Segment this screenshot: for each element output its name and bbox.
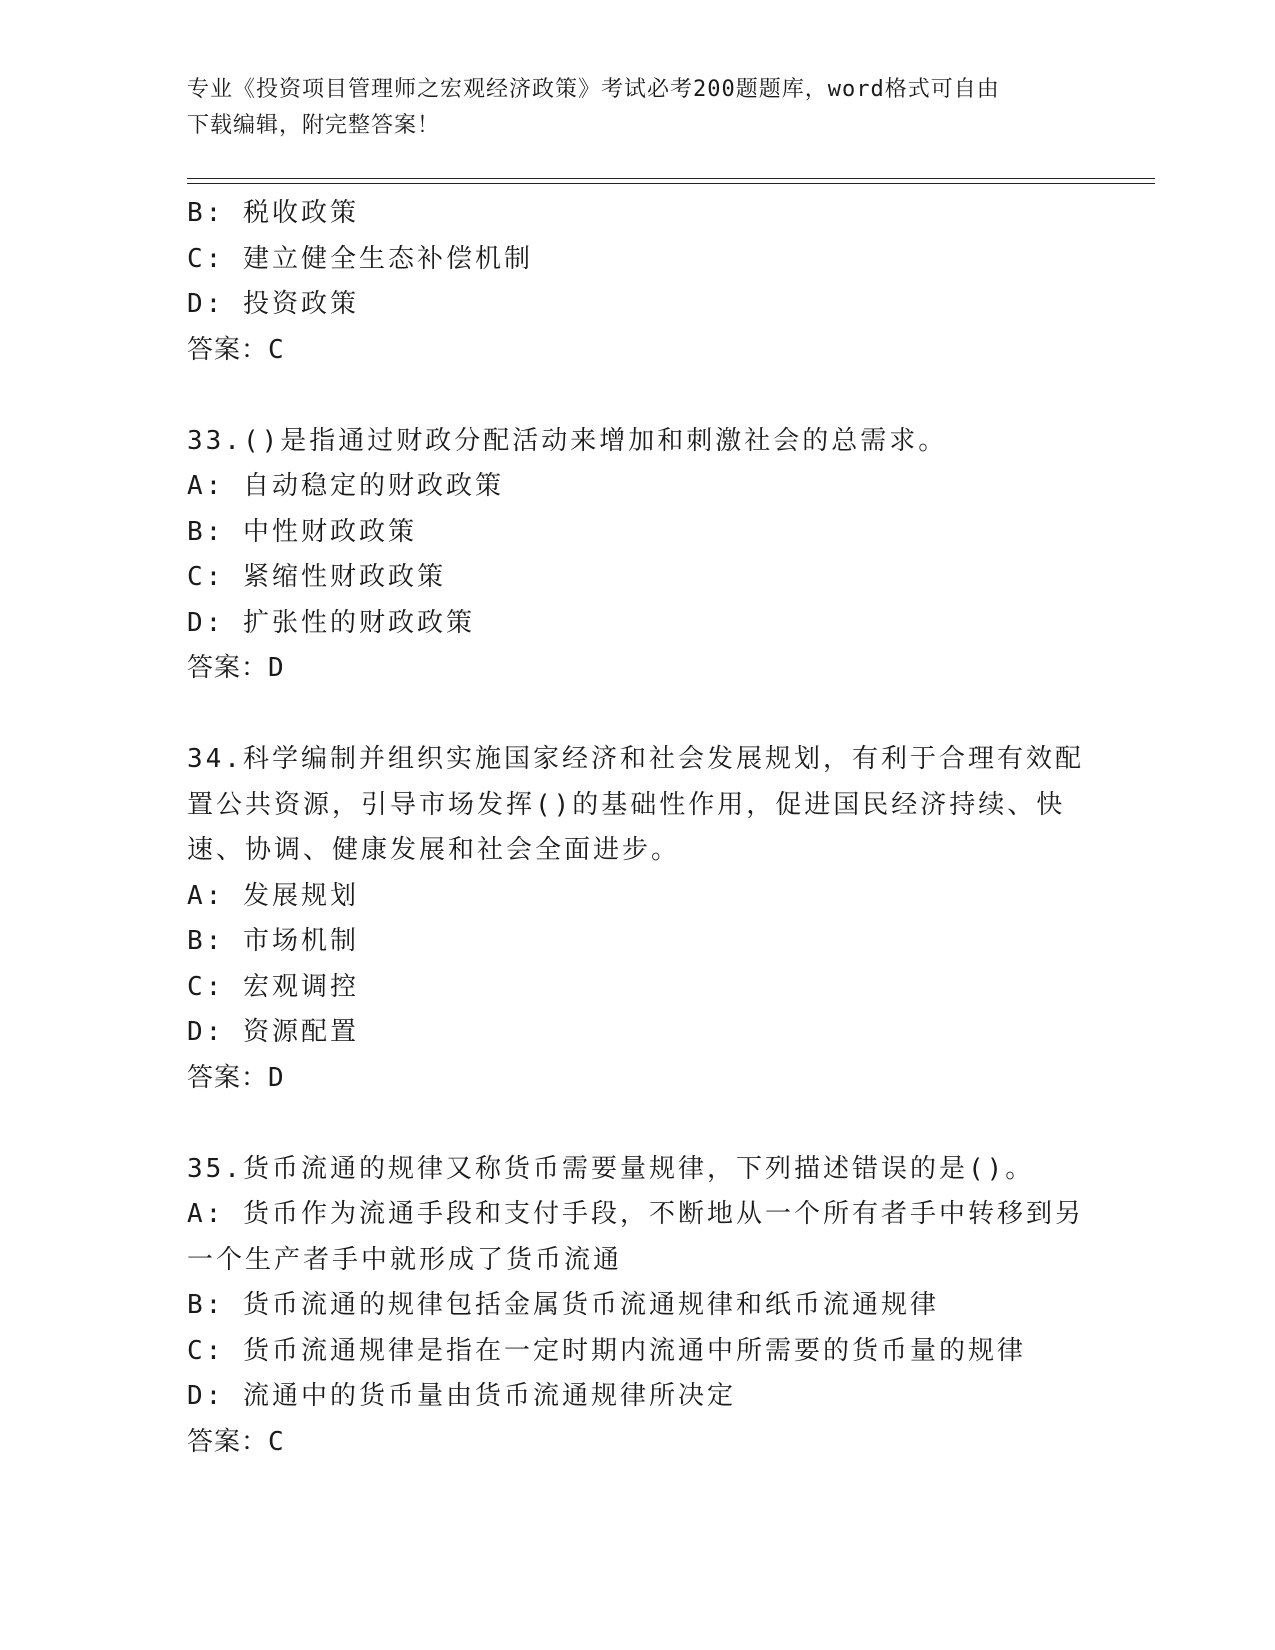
question-34 (187, 737, 1087, 1101)
question-stem-line-3: 速、协调、健康发展和社会全面进步。 (187, 835, 681, 865)
option-b: B: 货币流通的规律包括金属货币流通规律和纸币流通规律 (187, 1290, 939, 1320)
option-d: D: 流通中的货币量由货币流通规律所决定 (187, 1381, 736, 1411)
option-b: B: 中性财政政策 (187, 516, 417, 547)
question-stem-line-2: 置公共资源，引导市场发挥()的基础性作用，促进国民经济持续、快 (187, 789, 1066, 820)
question-stem-line-1: 34.科学编制并组织实施国家经济和社会发展规划，有利于合理有效配 (187, 744, 1084, 774)
option-c: C: 宏观调控 (187, 971, 359, 1002)
option-c: C: 紧缩性财政政策 (187, 562, 446, 592)
answer-line: 答案：C (187, 334, 285, 365)
answer-line: 答案：D (187, 1062, 285, 1093)
question-32 (187, 191, 1087, 373)
question-35 (187, 1147, 1087, 1466)
question-content (187, 191, 1087, 1465)
option-d: D: 投资政策 (187, 289, 359, 319)
option-a: A: 发展规划 (187, 880, 359, 911)
header-double-rule (187, 178, 1155, 184)
header-line-2: 下载编辑，附完整答案！ (187, 113, 441, 138)
option-d: D: 资源配置 (187, 1017, 359, 1047)
option-b: B: 市场机制 (187, 926, 359, 956)
option-d: D: 扩张性的财政政策 (187, 607, 475, 638)
option-b: B: 税收政策 (187, 198, 359, 228)
answer-line: 答案：C (187, 1426, 285, 1457)
question-stem: 35.货币流通的规律又称货币需要量规律，下列描述错误的是()。 (187, 1153, 1035, 1184)
option-c: C: 建立健全生态补偿机制 (187, 243, 533, 274)
document-header (187, 72, 1067, 144)
question-33 (187, 419, 1087, 692)
option-a-line-2: 一个生产者手中就形成了货币流通 (187, 1244, 623, 1275)
question-stem: 33.()是指通过财政分配活动来增加和刺激社会的总需求。 (187, 425, 948, 456)
option-a-line-1: A: 货币作为流通手段和支付手段，不断地从一个所有者手中转移到另 (187, 1199, 1084, 1229)
option-a: A: 自动稳定的财政政策 (187, 471, 504, 501)
header-line-1: 专业《投资项目管理师之宏观经济政策》考试必考200题题库，word格式可自由 (187, 77, 1000, 102)
answer-line: 答案：D (187, 653, 285, 683)
option-c: C: 货币流通规律是指在一定时期内流通中所需要的货币量的规律 (187, 1335, 1026, 1366)
